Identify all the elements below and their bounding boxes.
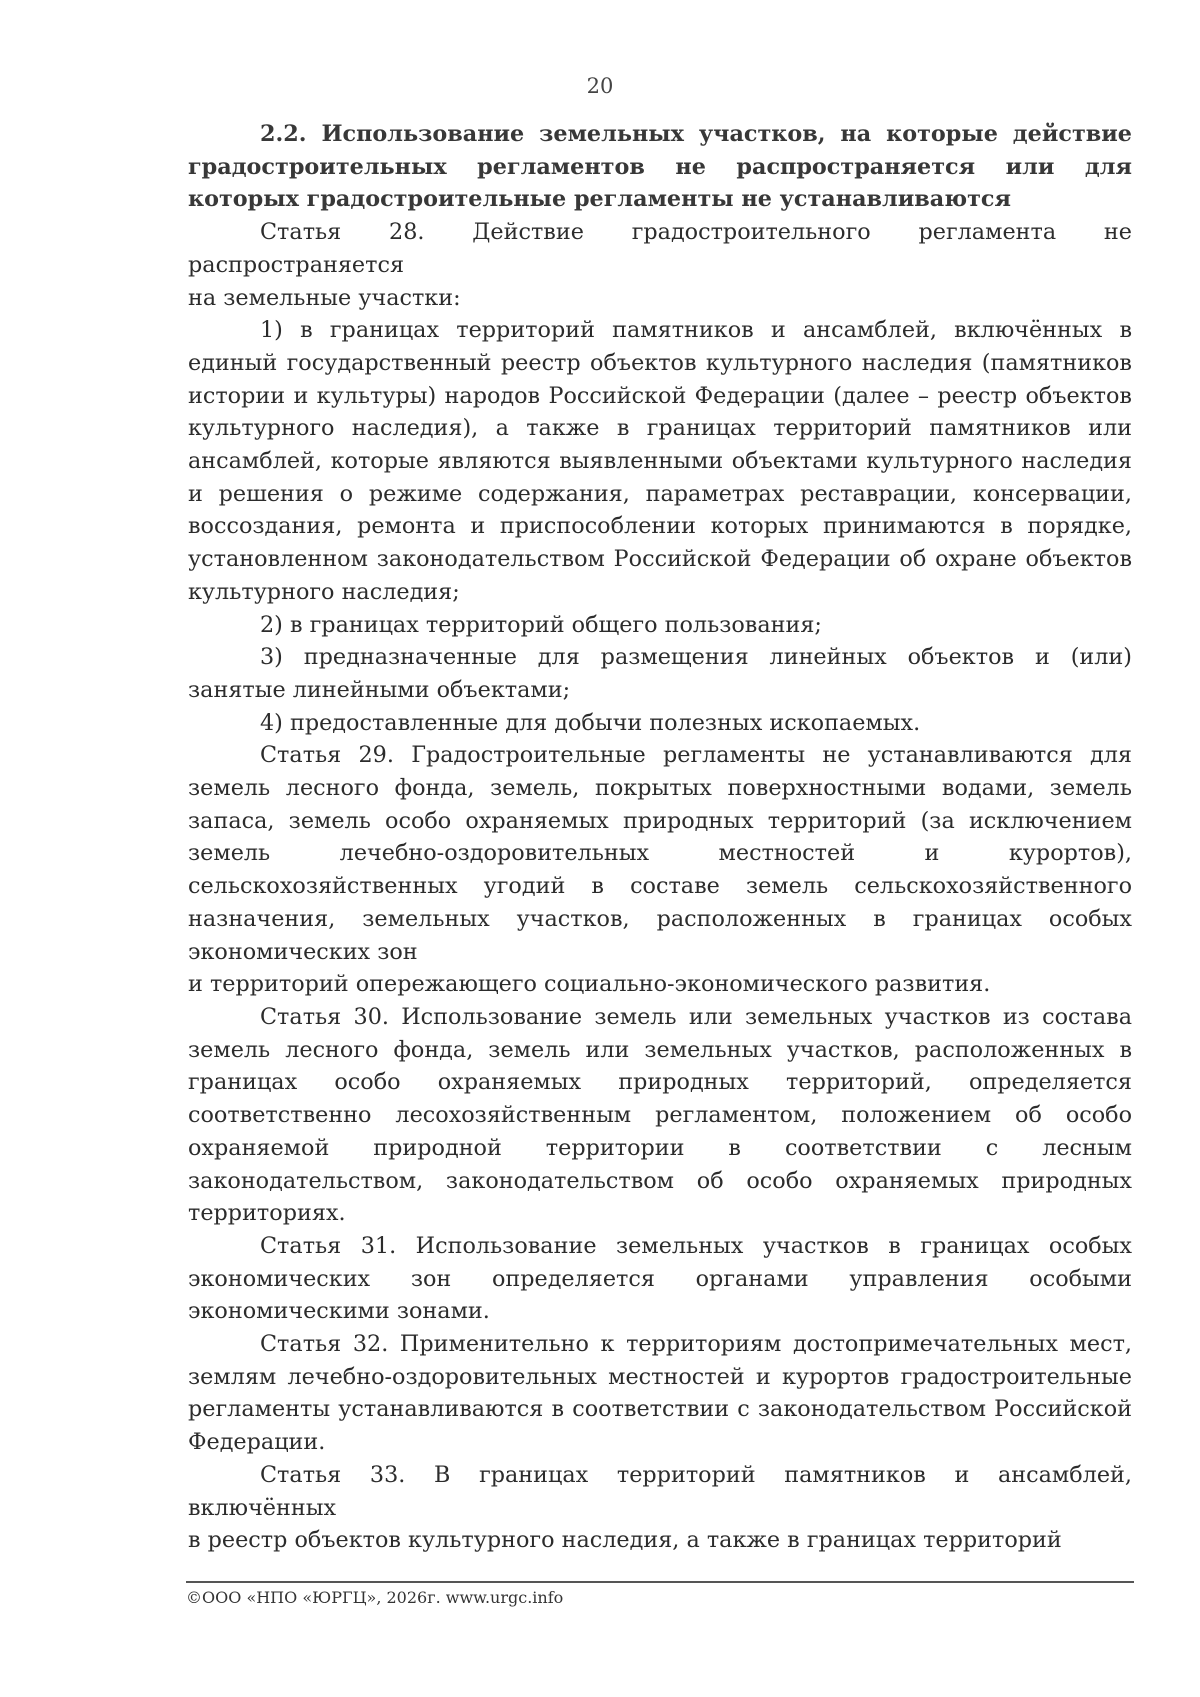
paragraph: на земельные участки: [188, 284, 461, 311]
page-number: 20 [586, 74, 614, 98]
list-item: 1) в границах территорий памятников и ансамблей, включённых в единый государственный реестр объектов культурного наследия (памятников истории и культуры) народов Российской Федерации (далее – реестр объектов культурного наследия), а также в границах территорий памятников или ансамблей, которые являются выявленными объектами культурного наследия и решения о режиме содержания, параметрах реставрации, консервации, воссоздания, ремонта и приспособлении которых принимаются в порядке, установленном законодательством Российской Федерации об охране объектов культурного наследия; [188, 317, 1132, 605]
list-item: 3) предназначенные для размещения линейных объектов и (или) занятые линейными объектами; [188, 644, 1132, 703]
paragraph: Статья 31. Использование земельных участков в границах особых экономических зон определяется органами управления особыми экономическими зонами. [188, 1232, 1132, 1325]
footer-copyright: ©ООО «НПО «ЮРГЦ», 2026г. www.urgc.info [186, 1588, 564, 1607]
paragraph: Статья 32. Применительно к территориям достопримечательных мест, землям лечебно-оздоровительных местностей и курортов градостроительные регламенты устанавливаются в соответствии с законодательством Российской Федерации. [188, 1331, 1132, 1456]
footer-divider [186, 1581, 1134, 1583]
paragraph: и территорий опережающего социально-экономического развития. [188, 971, 991, 998]
paragraph: Статья 28. Действие градостроительного регламента не распространяется [188, 219, 1132, 278]
paragraph: Статья 30. Использование земель или земельных участков из состава земель лесного фонда, земель или земельных участков, расположенных в границах особо охраняемых природных территорий, определяется соответственно лесохозяйственным регламентом, положением об особо охраняемой природной территории в соответствии с лесным законодательством, законодательством об особо охраняемых природных территориях. [188, 1003, 1132, 1227]
section-heading: 2.2. Использование земельных участков, на которые действие градостроительных регламентов не распространяется или для которых градостроительные регламенты не устанавливаются [188, 121, 1132, 213]
document-body [188, 118, 1132, 1557]
paragraph: в реестр объектов культурного наследия, а также в границах территорий [188, 1527, 1062, 1554]
list-item: 4) предоставленные для добычи полезных ископаемых. [260, 709, 921, 736]
paragraph: Статья 29. Градостроительные регламенты не устанавливаются для земель лесного фонда, земель, покрытых поверхностными водами, земель запаса, земель особо охраняемых природных территорий (за исключением земель лечебно-оздоровительных местностей и курортов), сельскохозяйственных угодий в составе земель сельскохозяйственного назначения, земельных участков, расположенных в границах особых экономических зон [188, 742, 1132, 965]
list-item: 2) в границах территорий общего пользования; [260, 611, 822, 638]
paragraph: Статья 33. В границах территорий памятников и ансамблей, включённых [188, 1461, 1132, 1521]
